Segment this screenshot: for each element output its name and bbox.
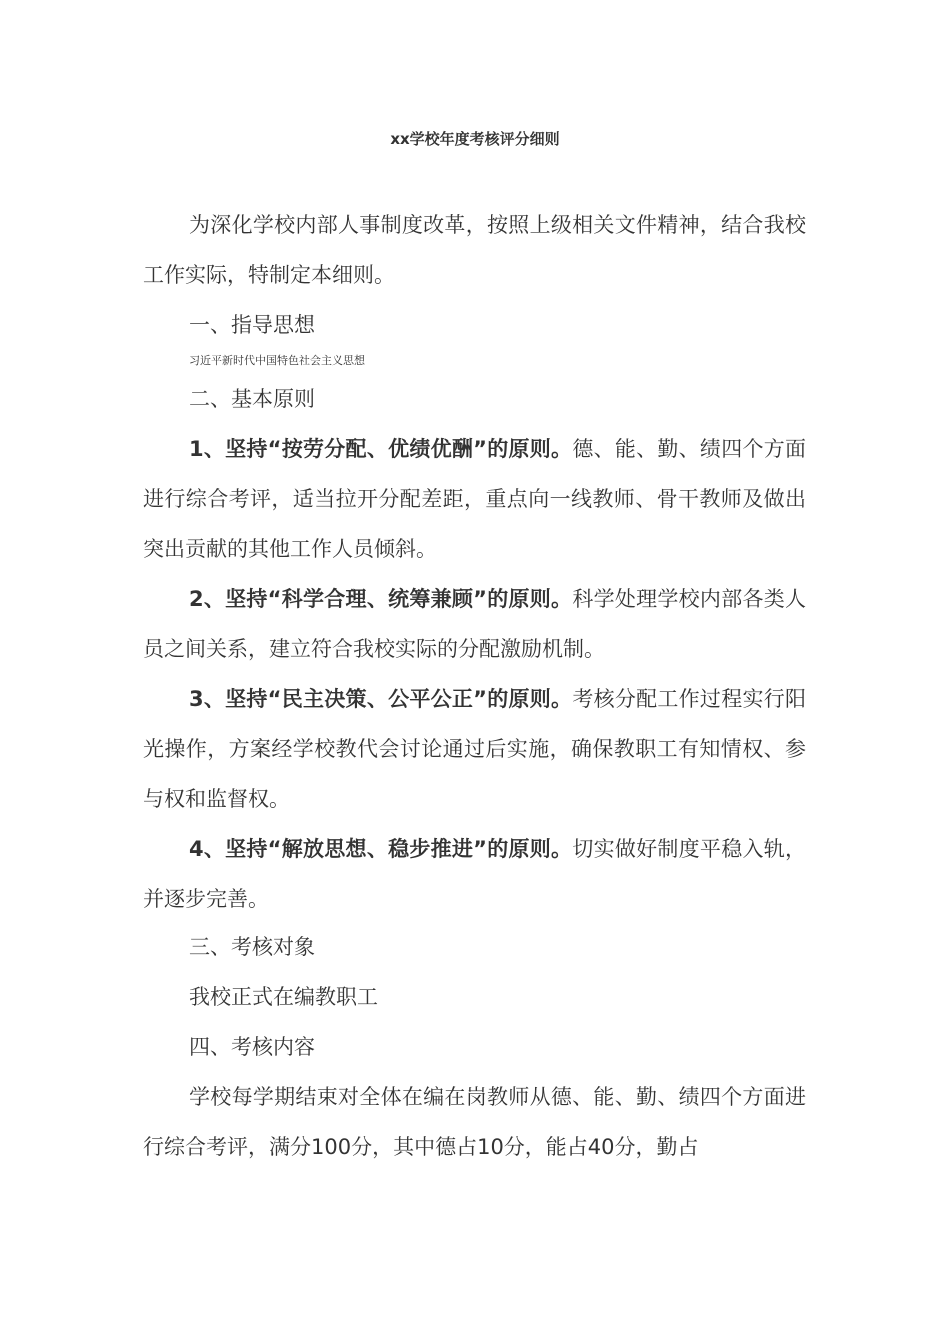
principle-3-title: 3、坚持“民主决策、公平公正”的原则。: [189, 687, 573, 711]
section-2-heading: 二、基本原则: [189, 387, 315, 411]
principle-4-paragraph: [143, 824, 806, 924]
principle-2-title: 2、坚持“科学合理、统筹兼顾”的原则。: [189, 587, 573, 611]
section-4-heading: 四、考核内容: [189, 1035, 315, 1059]
section-1-body: 习近平新时代中国特色社会主义思想: [189, 354, 365, 367]
principle-4-title: 4、坚持“解放思想、稳步推进”的原则。: [189, 837, 573, 861]
principle-2-paragraph: [143, 574, 806, 674]
principle-2-text: 科学处理学校内部各类人员之间关系，建立符合我校实际的分配激励机制。: [143, 587, 806, 661]
section-4-body: 学校每学期结束对全体在编在岗教师从德、能、勤、绩四个方面进行综合考评，满分100分，其中德占10分，能占40分，勤占: [143, 1085, 806, 1159]
section-3-heading: 三、考核对象: [189, 935, 315, 959]
principle-3-paragraph: [143, 674, 806, 824]
document-title: xx学校年度考核评分细则: [390, 130, 560, 148]
principle-3-text: 考核分配工作过程实行阳光操作，方案经学校教代会讨论通过后实施，确保教职工有知情权、参与权和监督权。: [143, 687, 806, 811]
principle-1-paragraph: [143, 424, 806, 574]
principle-1-title: 1、坚持“按劳分配、优绩优酬”的原则。: [189, 437, 573, 461]
section-1-heading: 一、指导思想: [189, 313, 315, 337]
intro-paragraph: 为深化学校内部人事制度改革，按照上级相关文件精神，结合我校工作实际，特制定本细则。: [143, 213, 806, 287]
section-3-body: 我校正式在编教职工: [189, 985, 378, 1009]
principle-4-text: 切实做好制度平稳入轨，并逐步完善。: [143, 837, 806, 911]
principle-1-text: 德、能、勤、绩四个方面进行综合考评，适当拉开分配差距，重点向一线教师、骨干教师及做出突出贡献的其他工作人员倾斜。: [143, 437, 806, 561]
